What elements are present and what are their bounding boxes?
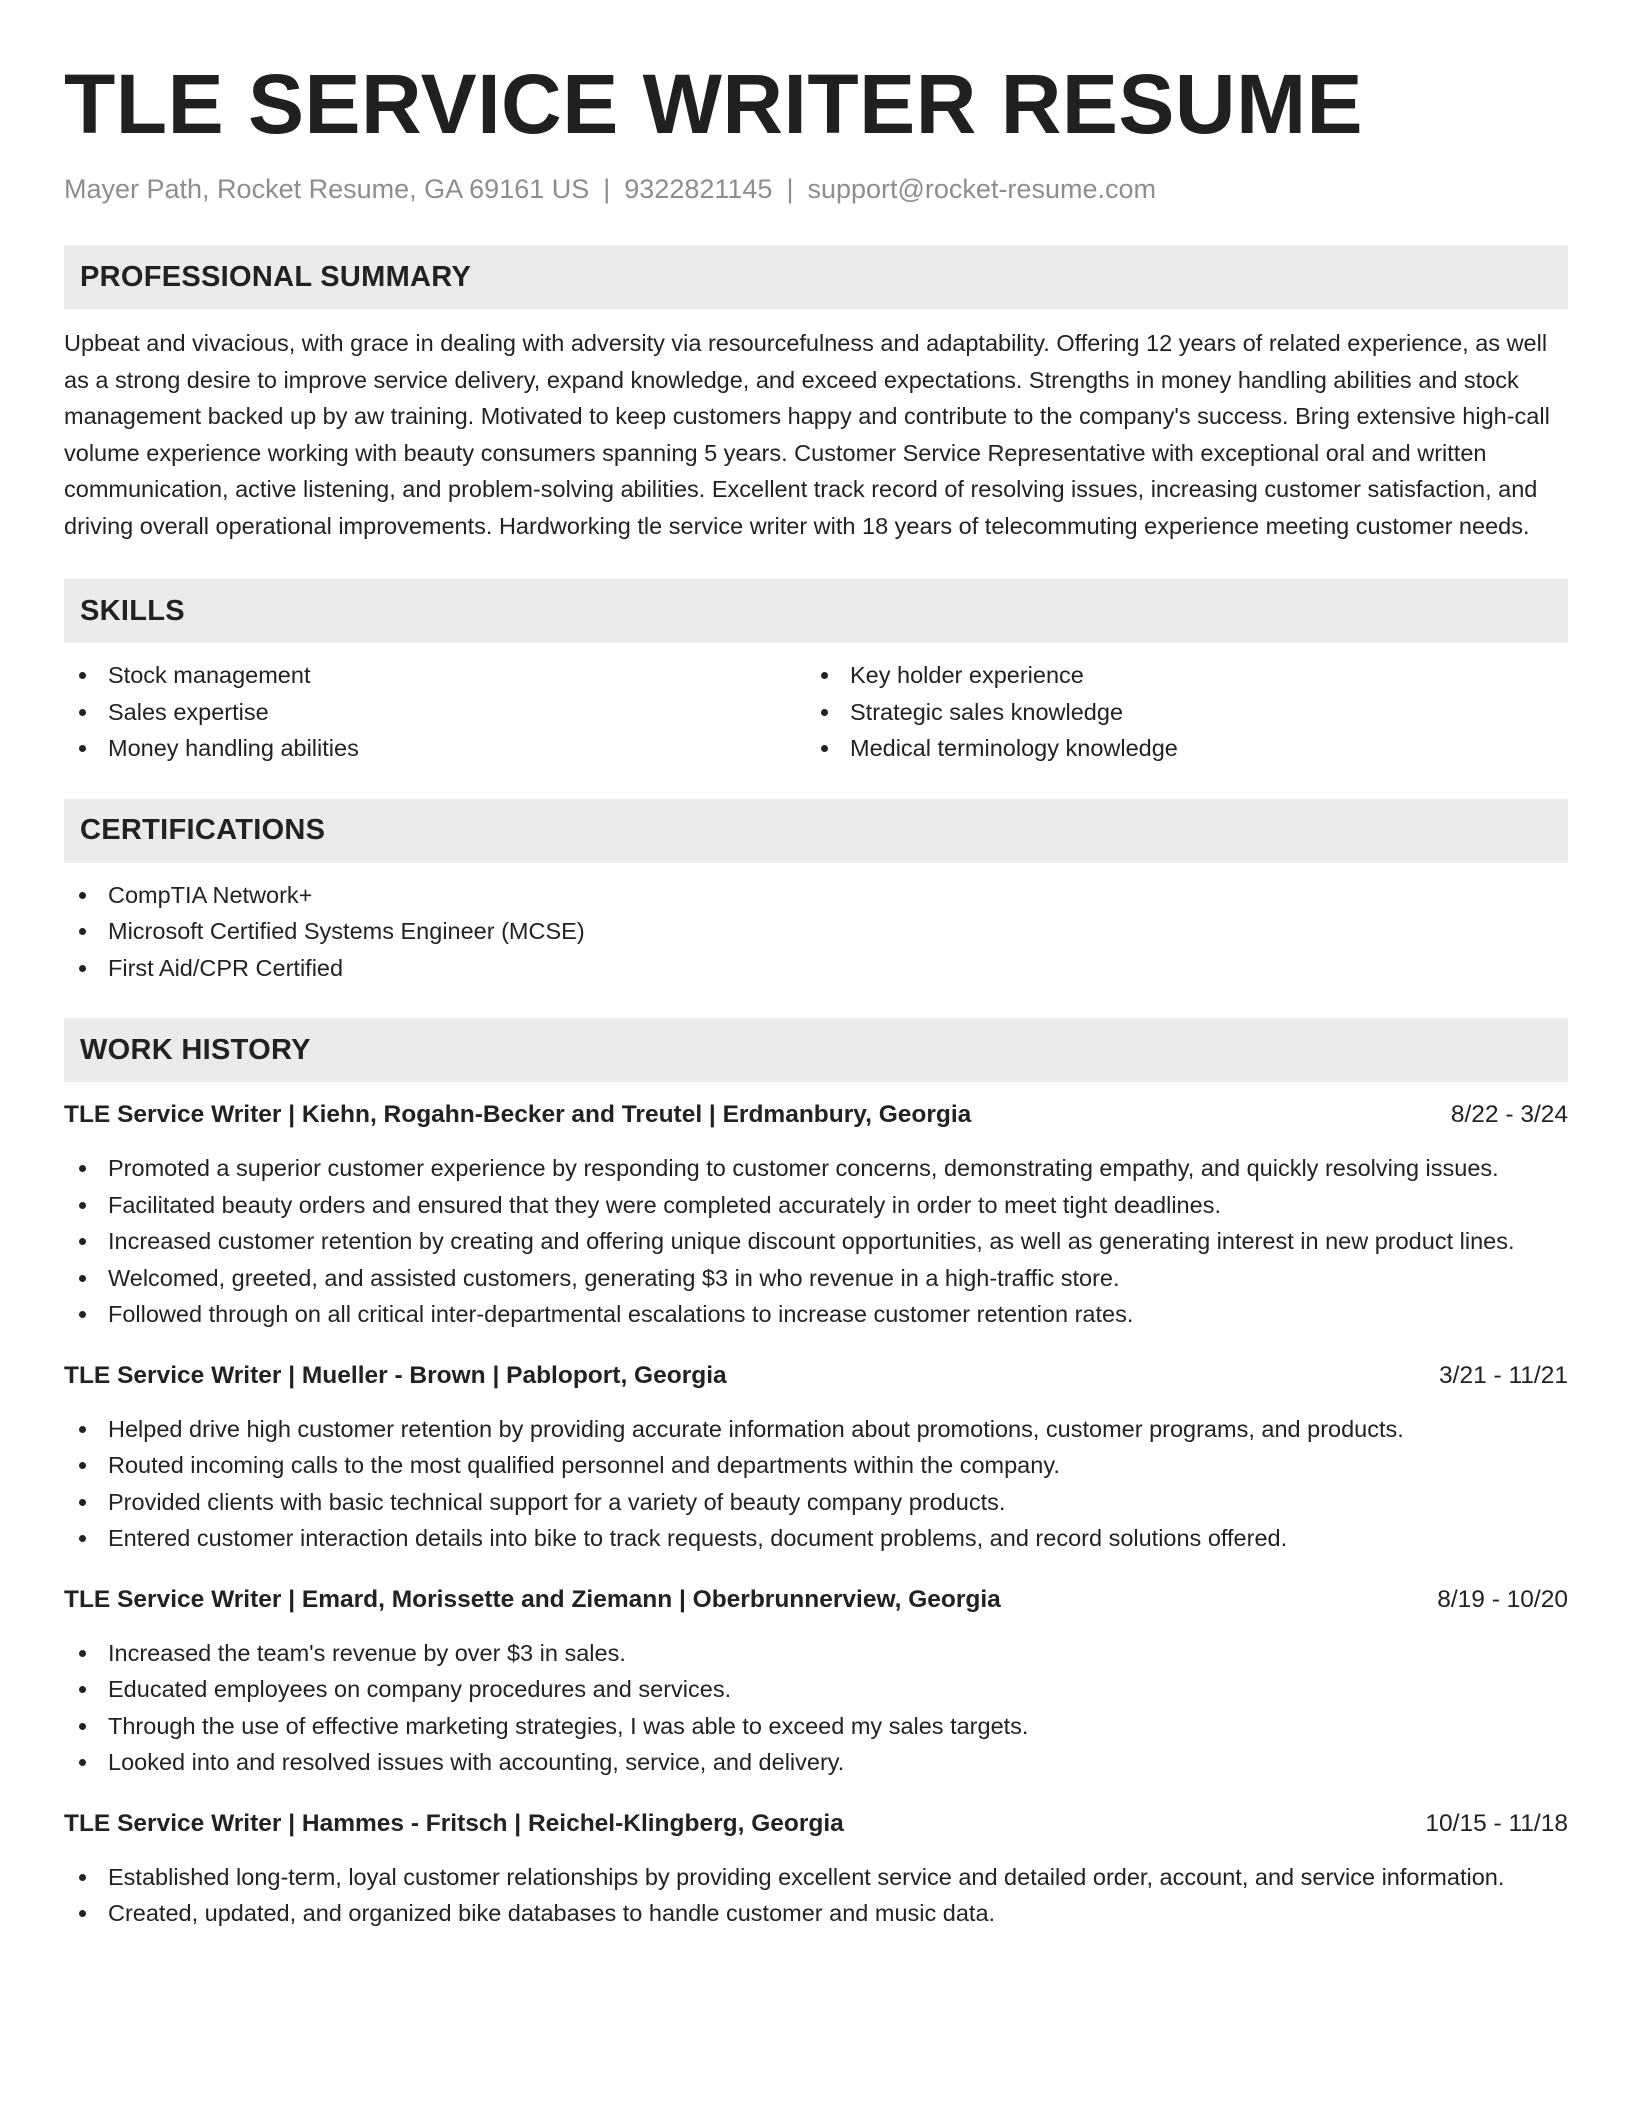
bullet-dot: [79, 1910, 86, 1917]
job-bullet: Welcomed, greeted, and assisted customers, generating $3 in who revenue in a high-traffic store.: [64, 1260, 1568, 1297]
section-title-skills: SKILLS: [80, 594, 185, 627]
skills-column-right: [806, 657, 1548, 767]
job-bullet: Followed through on all critical inter-departmental escalations to increase customer retention rates.: [64, 1296, 1568, 1333]
certifications-list: [64, 877, 1568, 987]
skills-list: [64, 657, 1568, 767]
bullet-dot: [79, 672, 86, 679]
bullet-dot: [79, 1650, 86, 1657]
job-dates: 3/21 - 11/21: [1439, 1361, 1568, 1389]
job-header: [64, 1807, 1568, 1841]
contact-address: Mayer Path, Rocket Resume, GA 69161 US: [64, 174, 590, 204]
job-bullet: Entered customer interaction details into bike to track requests, document problems, and record solutions offered.: [64, 1520, 1568, 1557]
bullet-dot: [79, 1275, 86, 1282]
section-header-work-history: [64, 1018, 1568, 1082]
job-entry: [64, 1098, 1568, 1333]
bullet-dot: [79, 1202, 86, 1209]
skill-item: Strategic sales knowledge: [806, 694, 1548, 731]
resume-title: TLE SERVICE WRITER RESUME: [64, 57, 1364, 151]
section-title-work-history: WORK HISTORY: [80, 1033, 311, 1066]
job-bullet: Increased the team's revenue by over $3 in sales.: [64, 1635, 1568, 1672]
job-dates: 10/15 - 11/18: [1425, 1809, 1568, 1837]
bullet-dot: [79, 1723, 86, 1730]
certification-item: CompTIA Network+: [64, 877, 1568, 914]
resume-page: [64, 58, 1568, 1932]
summary-text: Upbeat and vivacious, with grace in dealing with adversity via resourcefulness and adaptability. Offering 12 years of related experience, as well as a strong desire to improve service delivery, expand knowledge, and exceed expectations. Strengths in money handling abilities and stock management backed up by aw training. Motivated to keep customers happy and contribute to the company's success. Bring extensive high-call volume experience working with beauty consumers spanning 5 years. Customer Service Representative with exceptional oral and written communication, active listening, and problem-solving abilities. Excellent track record of resolving issues, increasing customer satisfaction, and driving overall operational improvements. Hardworking tle service writer with 18 years of telecommuting experience meeting customer needs.: [64, 330, 1550, 539]
bullet-dot: [79, 1311, 86, 1318]
job-title: TLE Service Writer | Mueller - Brown | Pabloport, Georgia: [64, 1361, 727, 1389]
section-title-summary: PROFESSIONAL SUMMARY: [80, 260, 472, 293]
job-header: [64, 1359, 1568, 1393]
job-bullets: [64, 1150, 1568, 1333]
job-bullet: Helped drive high customer retention by providing accurate information about promotions, customer programs, and products.: [64, 1411, 1568, 1448]
job-entry: [64, 1583, 1568, 1781]
bullet-dot: [79, 745, 86, 752]
section-header-summary: [64, 245, 1568, 309]
job-entry: [64, 1807, 1568, 1932]
job-title: TLE Service Writer | Kiehn, Rogahn-Becker and Treutel | Erdmanbury, Georgia: [64, 1101, 972, 1128]
job-title: TLE Service Writer | Hammes - Fritsch | Reichel-Klingberg, Georgia: [64, 1809, 844, 1837]
skills-column-left: [64, 657, 806, 767]
job-entry: [64, 1359, 1568, 1557]
section-header-skills: [64, 579, 1568, 643]
skill-item: Key holder experience: [806, 657, 1548, 694]
bullet-dot: [79, 1238, 86, 1245]
certification-item: First Aid/CPR Certified: [64, 950, 1568, 987]
bullet-dot: [79, 1759, 86, 1766]
skill-item: Medical terminology knowledge: [806, 730, 1548, 767]
bullet-dot: [79, 1686, 86, 1693]
skill-item: Money handling abilities: [64, 730, 806, 767]
bullet-dot: [79, 1535, 86, 1542]
contact-line: [64, 172, 1568, 206]
bullet-dot: [79, 1426, 86, 1433]
job-bullets: [64, 1635, 1568, 1781]
bullet-dot: [79, 928, 86, 935]
contact-phone: 9322821145: [624, 174, 773, 204]
bullet-dot: [79, 1874, 86, 1881]
section-header-certifications: [64, 799, 1568, 863]
bullet-dot: [79, 1499, 86, 1506]
job-bullet: Looked into and resolved issues with accounting, service, and delivery.: [64, 1744, 1568, 1781]
contact-separator: |: [786, 174, 794, 204]
certification-item: Microsoft Certified Systems Engineer (MCSE): [64, 913, 1568, 950]
bullet-dot: [79, 892, 86, 899]
job-bullet: Provided clients with basic technical support for a variety of beauty company products.: [64, 1484, 1568, 1521]
job-bullets: [64, 1859, 1568, 1932]
job-dates: 8/22 - 3/24: [1450, 1101, 1568, 1128]
bullet-dot: [79, 709, 86, 716]
job-bullet: Educated employees on company procedures and services.: [64, 1671, 1568, 1708]
bullet-dot: [821, 745, 828, 752]
bullet-dot: [821, 672, 828, 679]
job-bullet: Created, updated, and organized bike databases to handle customer and music data.: [64, 1895, 1568, 1932]
job-bullet: Increased customer retention by creating and offering unique discount opportunities, as well as generating interest in new product lines.: [64, 1223, 1568, 1260]
job-bullet: Promoted a superior customer experience by responding to customer concerns, demonstrating empathy, and quickly resolving issues.: [64, 1150, 1568, 1187]
bullet-dot: [79, 1462, 86, 1469]
job-bullet: Through the use of effective marketing strategies, I was able to exceed my sales targets.: [64, 1708, 1568, 1745]
section-title-certifications: CERTIFICATIONS: [80, 814, 326, 846]
job-header: [64, 1583, 1568, 1617]
job-bullet: Facilitated beauty orders and ensured that they were completed accurately in order to meet tight deadlines.: [64, 1187, 1568, 1224]
bullet-dot: [821, 709, 828, 716]
job-title: TLE Service Writer | Emard, Morissette and Ziemann | Oberbrunnerview, Georgia: [64, 1585, 1001, 1613]
contact-separator: |: [603, 174, 611, 204]
job-bullet: Established long-term, loyal customer relationships by providing excellent service and detailed order, account, and service information.: [64, 1859, 1568, 1896]
skill-item: Sales expertise: [64, 694, 806, 731]
bullet-dot: [79, 1165, 86, 1172]
job-bullets: [64, 1411, 1568, 1557]
job-bullet: Routed incoming calls to the most qualified personnel and departments within the company.: [64, 1447, 1568, 1484]
job-dates: 8/19 - 10/20: [1437, 1585, 1568, 1613]
bullet-dot: [79, 965, 86, 972]
job-header: [64, 1098, 1568, 1132]
skill-item: Stock management: [64, 657, 806, 694]
contact-email: support@rocket-resume.com: [807, 174, 1156, 204]
